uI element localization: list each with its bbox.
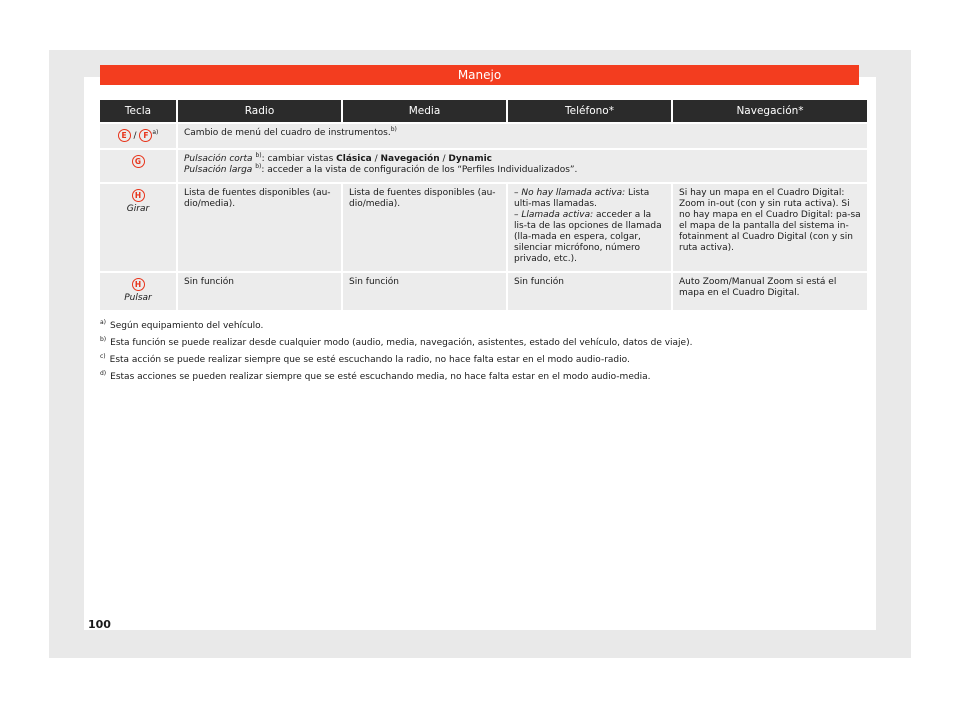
key-action-label: Pulsar: [124, 293, 152, 303]
key-e-icon: E: [118, 129, 131, 142]
key-cell-ef: [100, 124, 176, 148]
key-h-icon: H: [132, 278, 145, 291]
key-cell-g: [100, 150, 176, 182]
page-number: 100: [88, 618, 111, 631]
key-cell-h-turn: [100, 184, 176, 271]
footnote-a: $^{a)}$ Según equipamiento del vehículo.: [100, 319, 264, 331]
footnotes: [100, 316, 860, 384]
footnote-d: $^{d)}$ Estas acciones se pueden realizar siempre que se esté escuchando media, no hace falta estar en el modo audio-media.: [100, 370, 651, 382]
section-title-banner: Manejo: [100, 65, 859, 85]
footnote-b: $^{b)}$ Esta función se puede realizar desde cualquier modo (audio, media, navegación, asistentes, estado del vehículo, datos de viaje).: [100, 336, 693, 348]
table-row: [100, 273, 867, 310]
header-telefono: Teléfono*: [508, 100, 671, 122]
key-f-icon: F: [139, 129, 152, 142]
header-tecla: Tecla: [100, 100, 176, 122]
cell-media: Lista de fuentes disponibles (au-dio/media).: [343, 184, 506, 271]
merged-cell-menu: [178, 124, 867, 148]
header-radio: Radio: [178, 100, 341, 122]
table-row: [100, 150, 867, 182]
footnote-ref: a): [152, 129, 159, 136]
table-header-row: [100, 100, 867, 122]
cell-telefono: – No hay llamada activa: Lista ulti-mas llamadas. – Llamada activa: acceder a la lis-ta de las opciones de llamada (lla-mada en espera, colgar, silenciar micrófono, número privado, etc.).: [508, 184, 671, 271]
cell-navegacion: Auto Zoom/Manual Zoom si está el mapa en el Cuadro Digital.: [673, 273, 867, 310]
header-media: Media: [343, 100, 506, 122]
header-navegacion: Navegación*: [673, 100, 867, 122]
footnote-c: $^{c)}$ Esta acción se puede realizar siempre que se esté escuchando la radio, no hace falta estar en el modo audio-radio.: [100, 353, 630, 365]
key-g-icon: G: [132, 155, 145, 168]
cell-text: Cambio de menú del cuadro de instrumentos.: [184, 128, 391, 138]
table-row: [100, 124, 867, 148]
cell-telefono: Sin función: [508, 273, 671, 310]
cell-radio: Lista de fuentes disponibles (au-dio/media).: [178, 184, 341, 271]
key-h-icon: H: [132, 189, 145, 202]
short-press-line: Pulsación corta $^{b)}$: cambiar vistas Clásica / Navegación / Dynamic: [184, 152, 493, 164]
key-separator: /: [133, 131, 137, 141]
key-action-label: Girar: [126, 204, 150, 214]
merged-cell-views: [178, 150, 867, 182]
cell-media: Sin función: [343, 273, 506, 310]
controls-table: [98, 98, 869, 312]
long-press-line: Pulsación larga $^{b)}$: acceder a la vista de configuración de los “Perfiles Individualizados”.: [184, 163, 578, 175]
footnote-ref: b): [390, 126, 397, 133]
cell-navegacion: Si hay un mapa en el Cuadro Digital: Zoom in-out (con y sin ruta activa). Si no hay mapa en el Cuadro Digital: pa-sa el mapa de la pantalla del sistema in-fotainment al Cuadro Digital (con y sin ruta activa).: [673, 184, 867, 271]
cell-radio: Sin función: [178, 273, 341, 310]
table-row: [100, 184, 867, 271]
key-cell-h-press: [100, 273, 176, 310]
